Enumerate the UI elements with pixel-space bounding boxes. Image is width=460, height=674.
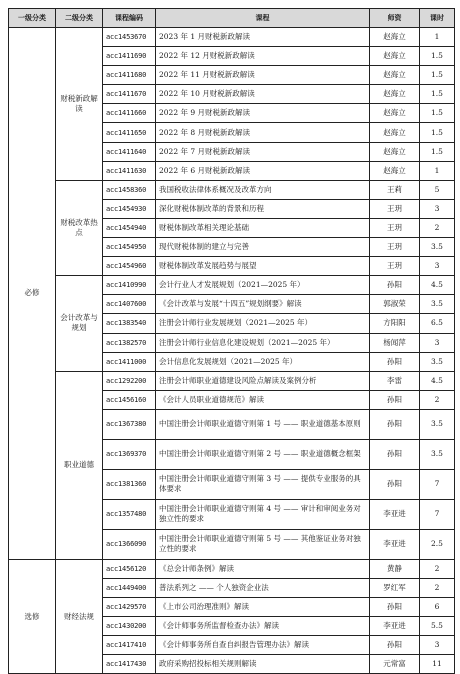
level2-category: 财税新政解读	[56, 28, 103, 181]
course-code: acc1292200	[103, 371, 156, 390]
course-code: acc1411630	[103, 161, 156, 180]
header-hours: 课时	[420, 9, 455, 28]
course-hours: 7	[420, 469, 455, 499]
teacher-name: 王莉	[370, 180, 420, 199]
teacher-name: 郭淑荣	[370, 295, 420, 314]
teacher-name: 李亚进	[370, 529, 420, 559]
course-hours: 3	[420, 636, 455, 655]
teacher-name: 元常富	[370, 655, 420, 674]
course-hours: 7	[420, 499, 455, 529]
course-hours: 3	[420, 257, 455, 276]
course-hours: 4.5	[420, 276, 455, 295]
course-hours: 2	[420, 390, 455, 409]
teacher-name: 李雷	[370, 371, 420, 390]
course-hours: 2	[420, 559, 455, 578]
course-title: 《上市公司治理准则》解读	[156, 598, 370, 617]
teacher-name: 赵海立	[370, 85, 420, 104]
level2-category: 会计改革与规划	[56, 276, 103, 371]
course-hours: 2	[420, 218, 455, 237]
teacher-name: 李亚进	[370, 499, 420, 529]
teacher-name: 赵海立	[370, 104, 420, 123]
course-code: acc1369370	[103, 439, 156, 469]
table-row	[9, 559, 455, 578]
teacher-name: 孙阳	[370, 276, 420, 295]
teacher-name: 王玥	[370, 238, 420, 257]
course-code: acc1454940	[103, 218, 156, 237]
course-code: acc1411660	[103, 104, 156, 123]
course-title: 《总会计师条例》解读	[156, 559, 370, 578]
course-title: 《会计师事务所监督检查办法》解读	[156, 617, 370, 636]
course-title: 《会计改革与发展“十四五”规划纲要》解读	[156, 295, 370, 314]
teacher-name: 孙阳	[370, 439, 420, 469]
course-hours: 2.5	[420, 529, 455, 559]
course-code: acc1357480	[103, 499, 156, 529]
header-row	[9, 9, 455, 28]
teacher-name: 孙阳	[370, 352, 420, 371]
course-title: 2022 年 11 月财税新政解读	[156, 66, 370, 85]
header-code: 课程编码	[103, 9, 156, 28]
course-title: 中国注册会计师职业道德守则第 2 号 —— 职业道德概念框架	[156, 439, 370, 469]
course-hours: 3	[420, 199, 455, 218]
header-level2: 二级分类	[56, 9, 103, 28]
table-row	[9, 180, 455, 199]
level2-category: 财税改革热点	[56, 180, 103, 275]
header-course: 课程	[156, 9, 370, 28]
teacher-name: 赵海立	[370, 28, 420, 47]
course-hours: 1	[420, 28, 455, 47]
course-title: 2022 年 12 月财税新政解读	[156, 47, 370, 66]
course-hours: 3.5	[420, 295, 455, 314]
course-title: 政府采购招投标相关规则解读	[156, 655, 370, 674]
course-code: acc1410990	[103, 276, 156, 295]
course-title: 《会计师事务所自查自纠报告管理办法》解读	[156, 636, 370, 655]
course-code: acc1430200	[103, 617, 156, 636]
course-code: acc1383540	[103, 314, 156, 333]
course-hours: 1	[420, 161, 455, 180]
course-hours: 6	[420, 598, 455, 617]
course-title: 注册会计师行业信息化建设规划（2021—2025 年）	[156, 333, 370, 352]
table-row	[9, 276, 455, 295]
course-code: acc1456160	[103, 390, 156, 409]
teacher-name: 赵海立	[370, 66, 420, 85]
teacher-name: 孙阳	[370, 636, 420, 655]
course-hours: 3.5	[420, 439, 455, 469]
course-title: 财税体制改革发展趋势与展望	[156, 257, 370, 276]
table-row	[9, 28, 455, 47]
course-title: 深化财税体制改革的背景和历程	[156, 199, 370, 218]
teacher-name: 王玥	[370, 257, 420, 276]
course-hours: 1.5	[420, 47, 455, 66]
course-title: 2022 年 9 月财税新政解读	[156, 104, 370, 123]
course-code: acc1453670	[103, 28, 156, 47]
teacher-name: 赵海立	[370, 47, 420, 66]
course-code: acc1417430	[103, 655, 156, 674]
course-title: 2022 年 7 月财税新政解读	[156, 142, 370, 161]
teacher-name: 杨闻萍	[370, 333, 420, 352]
teacher-name: 方阳阳	[370, 314, 420, 333]
course-title: 注册会计师行业发展规划（2021—2025 年）	[156, 314, 370, 333]
course-title: 我国税收法律体系概况及改革方向	[156, 180, 370, 199]
course-title: 2022 年 10 月财税新政解读	[156, 85, 370, 104]
teacher-name: 李亚进	[370, 617, 420, 636]
course-code: acc1367380	[103, 409, 156, 439]
course-hours: 1.5	[420, 85, 455, 104]
course-title: 现代财税体制的建立与完善	[156, 238, 370, 257]
teacher-name: 王玥	[370, 199, 420, 218]
level2-category: 财经法规	[56, 559, 103, 674]
course-code: acc1417410	[103, 636, 156, 655]
course-code: acc1411640	[103, 142, 156, 161]
course-code: acc1382570	[103, 333, 156, 352]
course-title: 2022 年 8 月财税新政解读	[156, 123, 370, 142]
course-code: acc1429570	[103, 598, 156, 617]
course-title: 《会计人员职业道德规范》解读	[156, 390, 370, 409]
teacher-name: 孙阳	[370, 469, 420, 499]
table-row	[9, 371, 455, 390]
course-hours: 11	[420, 655, 455, 674]
course-title: 注册会计师职业道德建设风险点解读及案例分析	[156, 371, 370, 390]
level1-category: 选修	[9, 559, 56, 674]
course-title: 2023 年 1 月财税新政解读	[156, 28, 370, 47]
teacher-name: 赵海立	[370, 142, 420, 161]
course-title: 会计行业人才发展规划（2021—2025 年）	[156, 276, 370, 295]
course-code: acc1458360	[103, 180, 156, 199]
course-hours: 3.5	[420, 238, 455, 257]
teacher-name: 孙阳	[370, 598, 420, 617]
course-code: acc1411690	[103, 47, 156, 66]
course-hours: 1.5	[420, 142, 455, 161]
course-hours: 2	[420, 578, 455, 597]
course-title: 会计信息化发展规划（2021—2025 年）	[156, 352, 370, 371]
header-teacher: 师资	[370, 9, 420, 28]
table-body	[9, 28, 455, 674]
course-title: 中国注册会计师职业道德守则第 3 号 —— 提供专业服务的具体要求	[156, 469, 370, 499]
course-code: acc1411000	[103, 352, 156, 371]
teacher-name: 赵海立	[370, 123, 420, 142]
course-title: 中国注册会计师职业道德守则第 1 号 —— 职业道德基本原则	[156, 409, 370, 439]
course-title: 中国注册会计师职业道德守则第 4 号 —— 审计和审阅业务对独立性的要求	[156, 499, 370, 529]
teacher-name: 黄静	[370, 559, 420, 578]
teacher-name: 王玥	[370, 218, 420, 237]
course-title: 普法系列之 —— 个人独资企业法	[156, 578, 370, 597]
course-code: acc1411650	[103, 123, 156, 142]
teacher-name: 罗红军	[370, 578, 420, 597]
level1-category: 必修	[9, 28, 56, 560]
teacher-name: 孙阳	[370, 409, 420, 439]
course-code: acc1411680	[103, 66, 156, 85]
course-code: acc1366090	[103, 529, 156, 559]
course-code: acc1454960	[103, 257, 156, 276]
course-code: acc1454950	[103, 238, 156, 257]
course-hours: 3.5	[420, 352, 455, 371]
course-hours: 6.5	[420, 314, 455, 333]
course-code: acc1381360	[103, 469, 156, 499]
teacher-name: 孙阳	[370, 390, 420, 409]
course-hours: 1.5	[420, 123, 455, 142]
header-level1: 一级分类	[9, 9, 56, 28]
level2-category: 职业道德	[56, 371, 103, 559]
course-hours: 1.5	[420, 104, 455, 123]
course-hours: 3.5	[420, 409, 455, 439]
course-title: 中国注册会计师职业道德守则第 5 号 —— 其他鉴证业务对独立性的要求	[156, 529, 370, 559]
course-table	[8, 8, 455, 674]
course-hours: 5.5	[420, 617, 455, 636]
course-code: acc1407600	[103, 295, 156, 314]
course-hours: 5	[420, 180, 455, 199]
course-title: 2022 年 6 月财税新政解读	[156, 161, 370, 180]
teacher-name: 赵海立	[370, 161, 420, 180]
course-title: 财税体制改革相关理论基础	[156, 218, 370, 237]
course-hours: 4.5	[420, 371, 455, 390]
course-hours: 3	[420, 333, 455, 352]
course-code: acc1411670	[103, 85, 156, 104]
course-code: acc1454930	[103, 199, 156, 218]
course-code: acc1449400	[103, 578, 156, 597]
course-code: acc1456120	[103, 559, 156, 578]
course-hours: 1.5	[420, 66, 455, 85]
